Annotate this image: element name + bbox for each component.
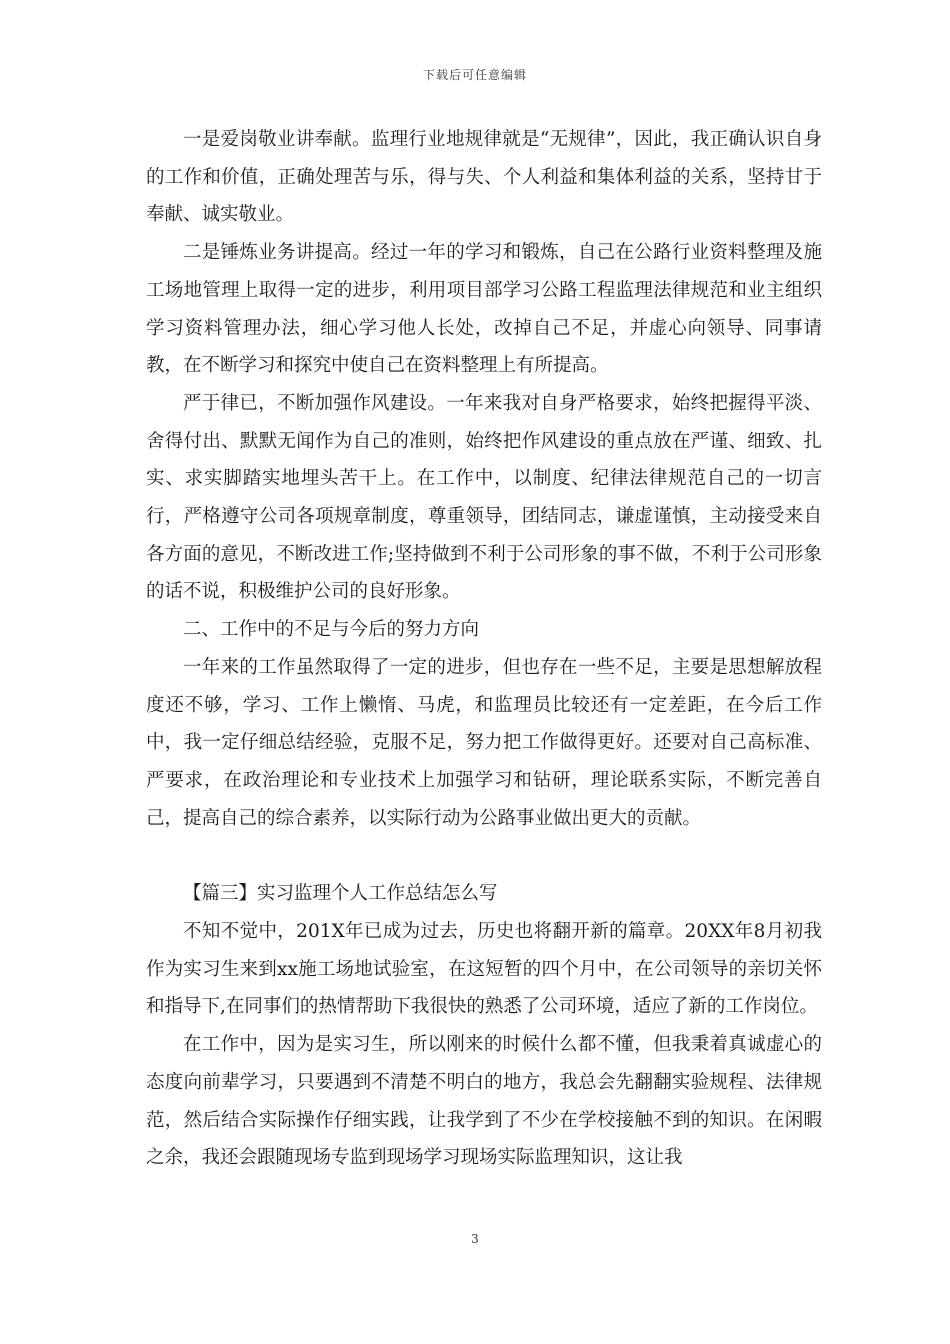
paragraph-internship-learning: 在工作中，因为是实习生，所以刚来的时候什么都不懂，但我秉着真诚虚心的态度向前辈学习，只要遇到不清楚不明白的地方，我总会先翻翻实验规程、法律规范，然后结合实际操作仔细实践，让我学到了不少在学校接触不到的知识。在闲暇之余，我还会跟随现场专监到现场学习现场实际监理知识，这让我 xyxy=(146,1034,822,1169)
paragraph-internship-intro: 不知不觉中，201X年已成为过去，历史也将翻开新的篇章。20XX年8月初我作为实习生来到xx施工场地试验室，在这短暂的四个月中，在公司领导的亲切关怀和指导下,在同事们的热情帮助下我很快的熟悉了公司环境，适应了新的工作岗位。 xyxy=(146,921,822,1018)
paragraph-skill-improvement: 二是锤炼业务讲提高。经过一年的学习和锻炼，自己在公路行业资料整理及施工场地管理上取得一定的进步，利用项目部学习公路工程监理法律规范和业主组织学习资料管理办法，细心学习他人长处，改掉自己不足，并虚心向领导、同事请教，在不断学习和探究中使自己在资料整理上有所提高。 xyxy=(146,242,822,377)
page-header: 下载后可任意编辑 xyxy=(422,68,527,82)
paragraph-dedication: 一是爱岗敬业讲奉献。监理行业地规律就是“无规律”，因此，我正确认识自身的工作和价值，正确处理苦与乐，得与失、个人利益和集体利益的关系，坚持甘于奉献、诚实敬业。 xyxy=(146,129,822,226)
paragraph-shortcomings: 一年来的工作虽然取得了一定的进步，但也存在一些不足，主要是思想解放程度还不够，学习、工作上懒惰、马虎，和监理员比较还有一定差距，在今后工作中，我一定仔细总结经验，克服不足，努力把工作做得更好。还要对自己高标准、严要求，在政治理论和专业技术上加强学习和钻研，理论联系实际，不断完善自己，提高自己的综合素养，以实际行动为公路事业做出更大的贡献。 xyxy=(146,656,822,829)
article-title-part-three: 【篇三】实习监理个人工作总结怎么写 xyxy=(183,883,498,905)
page-number: 3 xyxy=(471,1232,479,1246)
section-gap xyxy=(146,837,822,875)
document-body xyxy=(146,121,822,1177)
section-heading-shortcomings: 二、工作中的不足与今后的努力方向 xyxy=(183,619,480,641)
paragraph-self-discipline: 严于律已，不断加强作风建设。一年来我对自身严格要求，始终把握得平淡、舍得付出、默默无闻作为自己的准则，始终把作风建设的重点放在严谨、细致、扎实、求实脚踏实地埋头苦干上。在工作中，以制度、纪律法律规范自己的一切言行，严格遵守公司各项规章制度，尊重领导，团结同志，谦虚谨慎，主动接受来自各方面的意见，不断改进工作;坚持做到不利于公司形象的事不做，不利于公司形象的话不说，积极维护公司的良好形象。 xyxy=(146,392,822,603)
